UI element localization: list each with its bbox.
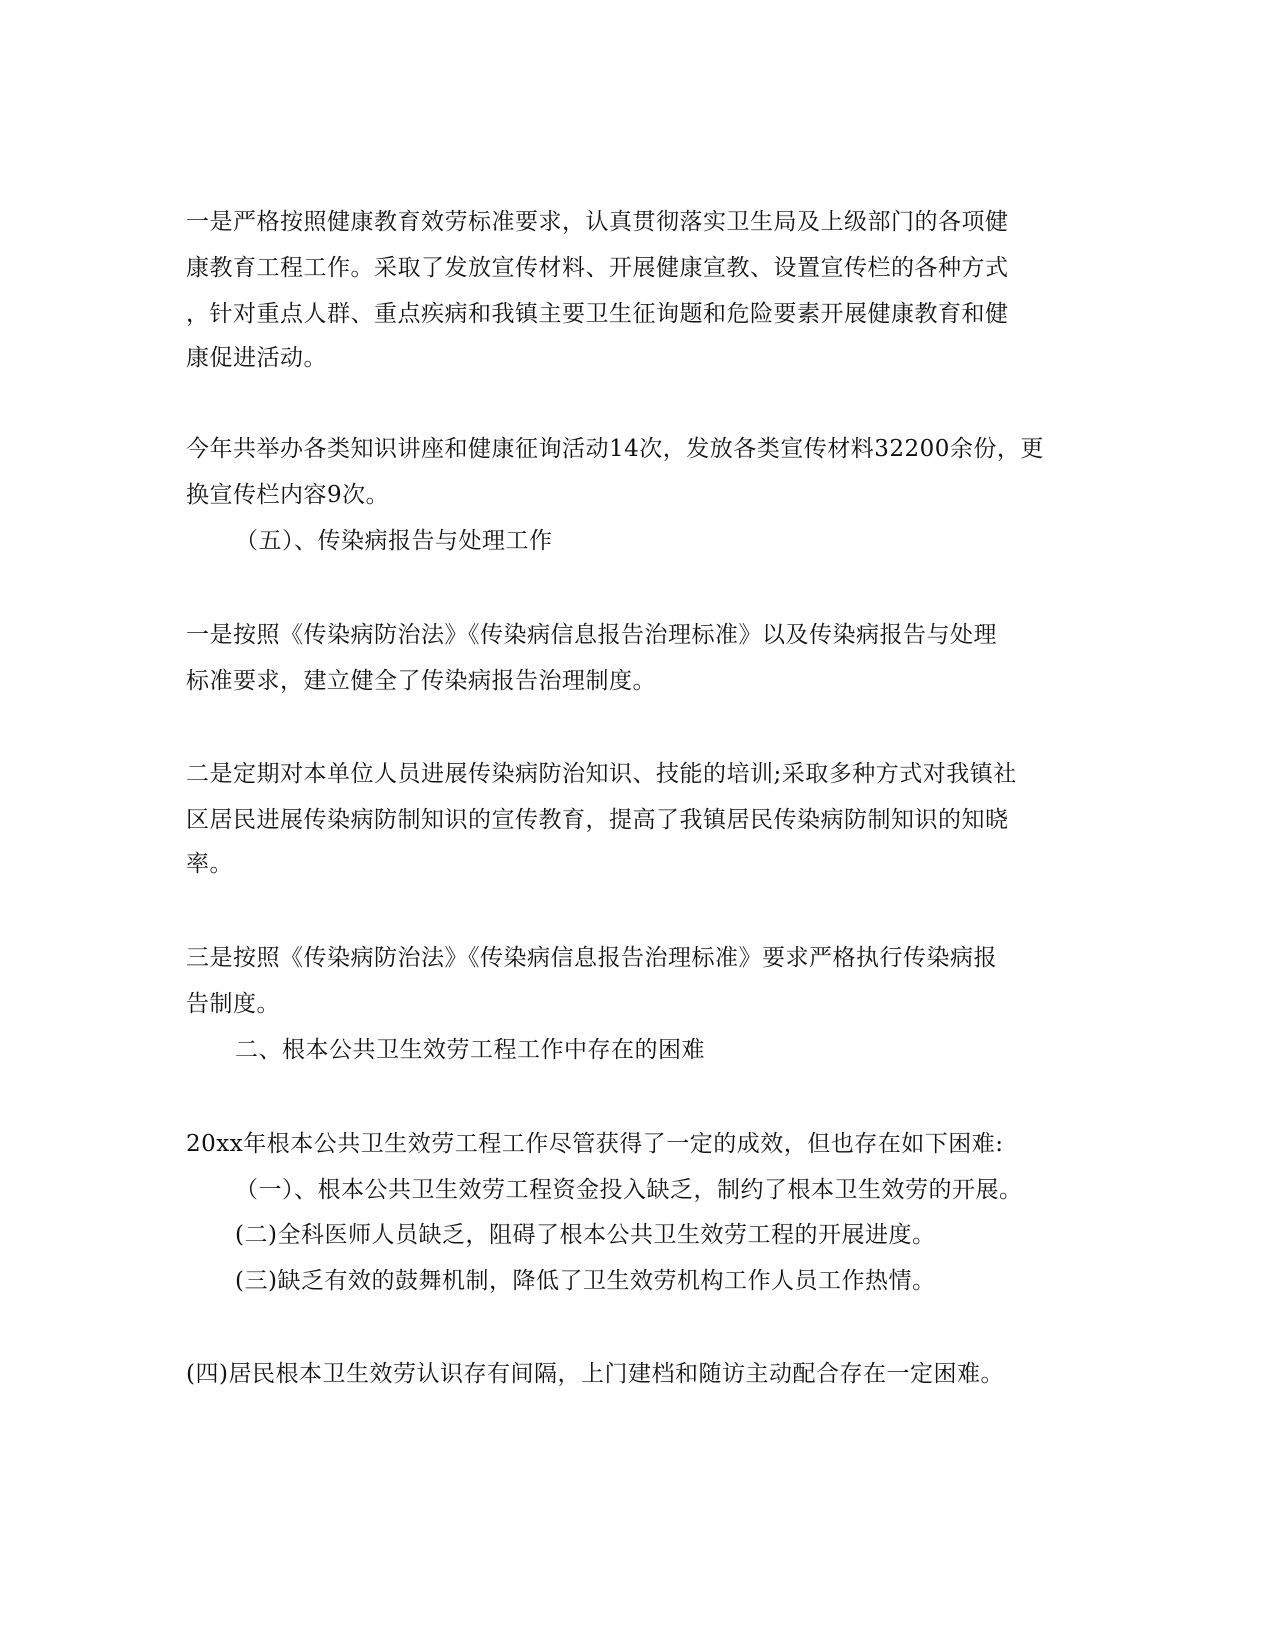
paragraph-line: 今年共举办各类知识讲座和健康征询活动14次，发放各类宣传材料32200余份，更 <box>186 436 1044 462</box>
paragraph-line: 20xx年根本公共卫生效劳工程工作尽管获得了一定的成效，但也存在如下困难: <box>186 1131 1004 1157</box>
list-item: (四)居民根本卫生效劳认识存有间隔，上门建档和随访主动配合存在一定困难。 <box>186 1361 1004 1387</box>
paragraph-line: 告制度。 <box>186 991 280 1017</box>
section-heading: 二、根本公共卫生效劳工程工作中存在的困难 <box>235 1037 705 1063</box>
paragraph-line: 率。 <box>186 851 233 877</box>
list-item: (三)缺乏有效的鼓舞机制，降低了卫生效劳机构工作人员工作热情。 <box>235 1268 936 1294</box>
paragraph-line: 换宣传栏内容9次。 <box>186 482 390 508</box>
paragraph-line: 三是按照《传染病防治法》《传染病信息报告治理标准》要求严格执行传染病报 <box>186 945 997 971</box>
list-item: (二)全科医师人员缺乏，阻碍了根本公共卫生效劳工程的开展进度。 <box>235 1222 936 1248</box>
paragraph-line: 标准要求，建立健全了传染病报告治理制度。 <box>186 668 656 694</box>
paragraph-line: 一是严格按照健康教育效劳标准要求，认真贯彻落实卫生局及上级部门的各项健 <box>186 209 1009 235</box>
paragraph-line: ，针对重点人群、重点疾病和我镇主要卫生征询题和危险要素开展健康教育和健 <box>186 301 1009 327</box>
paragraph-line: 康教育工程工作。采取了发放宣传材料、开展健康宣教、设置宣传栏的各种方式 <box>186 255 1009 281</box>
paragraph-line: 康促进活动。 <box>186 345 327 371</box>
paragraph-line: 一是按照《传染病防治法》《传染病信息报告治理标准》以及传染病报告与处理 <box>186 622 997 648</box>
paragraph-line: 二是定期对本单位人员进展传染病防治知识、技能的培训;采取多种方式对我镇社 <box>186 761 1017 787</box>
list-item: （一）、根本公共卫生效劳工程资金投入缺乏，制约了根本卫生效劳的开展。 <box>235 1177 1023 1203</box>
section-heading: （五）、传染病报告与处理工作 <box>235 528 553 554</box>
paragraph-line: 区居民进展传染病防制知识的宣传教育，提高了我镇居民传染病防制知识的知晓 <box>186 807 1009 833</box>
